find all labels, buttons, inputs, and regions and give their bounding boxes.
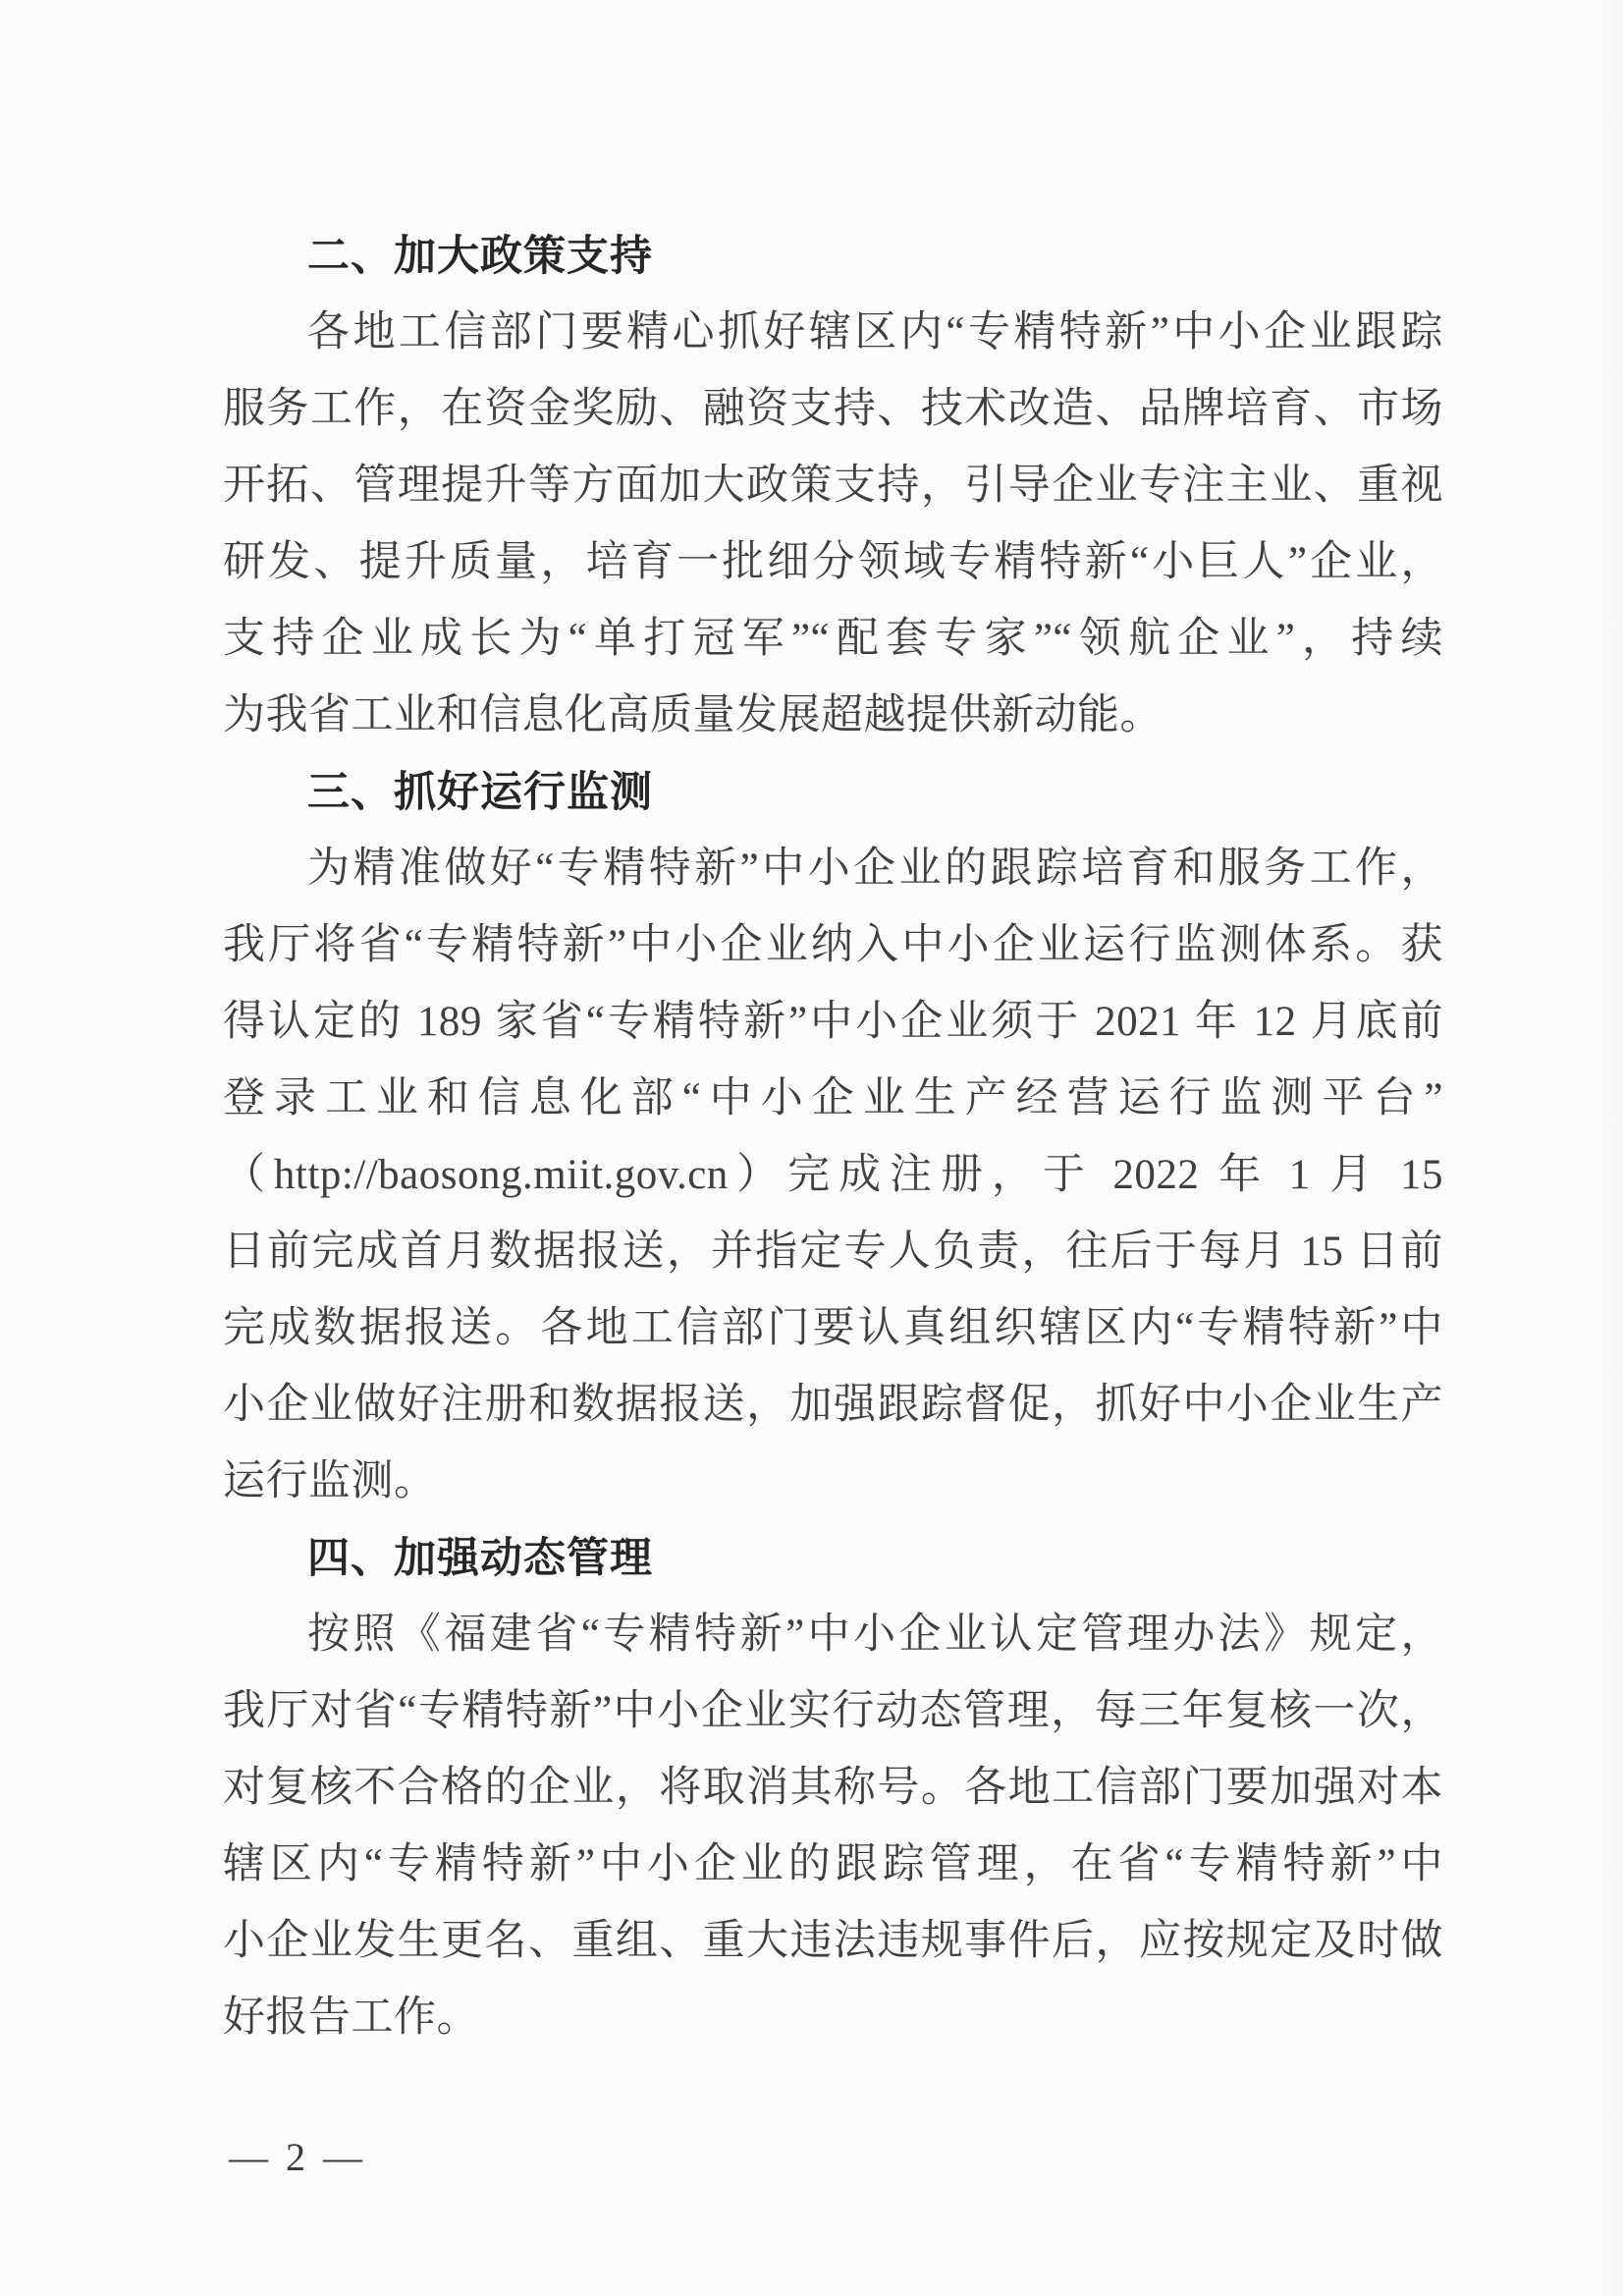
body-text-line: 小企业做好注册和数据报送，加强跟踪督促，抓好中小企业生产 <box>223 1382 1443 1428</box>
body-text-line: 研发、提升质量，培育一批细分领域专精特新“小巨人”企业， <box>223 539 1443 585</box>
body-text-line: 支持企业成长为“单打冠军”“配套专家”“领航企业”，持续 <box>223 616 1443 662</box>
section-heading-4: 四、加强动态管理 <box>307 1535 653 1582</box>
body-text-line: 为精准做好“专精特新”中小企业的跟踪培育和服务工作， <box>307 846 1443 892</box>
body-text-line: 我厅将省“专精特新”中小企业纳入中小企业运行监测体系。获 <box>223 922 1443 968</box>
body-text-line: 日前完成首月数据报送，并指定专人负责，往后于每月 15 日前 <box>223 1229 1443 1275</box>
body-text-line: 按照《福建省“专精特新”中小企业认定管理办法》规定， <box>307 1612 1443 1658</box>
body-text-line: 好报告工作。 <box>223 1995 479 2041</box>
body-text-line-url: （http://baosong.miit.gov.cn）完成注册，于 2022 年 1 月 15 <box>223 1152 1443 1198</box>
body-text-line: 辖区内“专精特新”中小企业的跟踪管理，在省“专精特新”中 <box>223 1841 1443 1887</box>
section-heading-3: 三、抓好运行监测 <box>307 769 653 816</box>
body-text-line: 开拓、管理提升等方面加大政策支持，引导企业专注主业、重视 <box>223 463 1443 509</box>
body-text-line: 各地工信部门要精心抓好辖区内“专精特新”中小企业跟踪 <box>307 309 1443 355</box>
body-text-line: 运行监测。 <box>223 1458 437 1504</box>
body-text-line: 对复核不合格的企业，将取消其称号。各地工信部门要加强对本 <box>223 1765 1443 1811</box>
body-text-line: 得认定的 189 家省“专精特新”中小企业须于 2021 年 12 月底前 <box>223 999 1443 1045</box>
body-text-line: 完成数据报送。各地工信部门要认真组织辖区内“专精特新”中 <box>223 1305 1443 1351</box>
document-body <box>223 218 1443 2056</box>
body-text-line: 我厅对省“专精特新”中小企业实行动态管理，每三年复核一次， <box>223 1688 1443 1734</box>
body-text-line: 为我省工业和信息化高质量发展超越提供新动能。 <box>223 692 1163 738</box>
page-number: — 2 — <box>229 2135 366 2179</box>
body-text-line: 服务工作，在资金奖励、融资支持、技术改造、品牌培育、市场 <box>223 386 1443 432</box>
section-heading-2: 二、加大政策支持 <box>307 233 653 280</box>
body-text-line: 小企业发生更名、重组、重大违法违规事件后，应按规定及时做 <box>223 1918 1443 1964</box>
body-text-line: 登录工业和信息化部“中小企业生产经营运行监测平台” <box>223 1075 1443 1121</box>
